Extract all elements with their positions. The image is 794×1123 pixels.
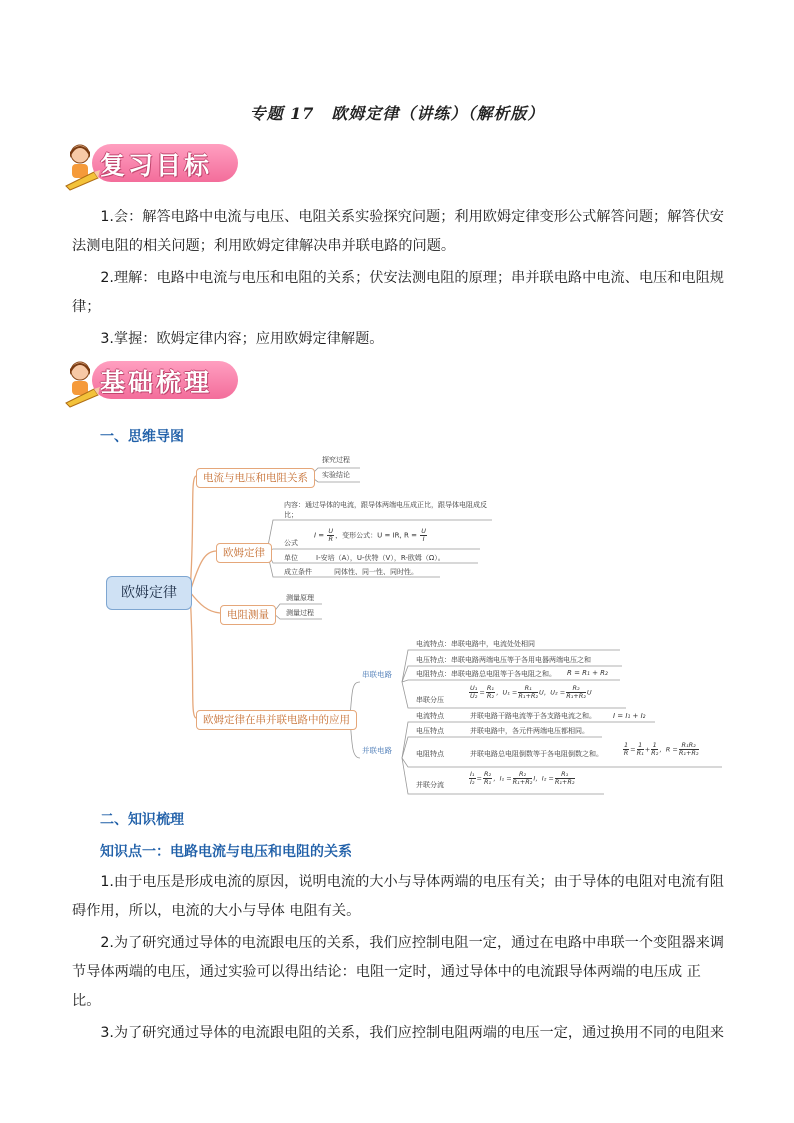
parallel-voltage-label: 电压特点 — [416, 727, 444, 735]
unit-text: I-安培（A），U-伏特（V），R-欧姆（Ω）。 — [316, 554, 445, 562]
branch-resistance-measure: 电阻测量 — [220, 605, 276, 625]
parallel-current: 并联电路干路电流等于各支路电流之和。 — [470, 712, 596, 720]
ohms-law-content: 内容：通过导体的电流，跟导体两端电压成正比，跟导体电阻成反比； — [284, 501, 487, 519]
knowledge-point-title: 知识点一：电路电流与电压和电阻的关系 — [100, 844, 352, 860]
leaf-measure-process: 测量过程 — [286, 609, 314, 617]
mind-map-root: 欧姆定律 — [106, 576, 192, 610]
section-heading: 二、知识梳理 — [100, 812, 184, 828]
page-title: 专题 17 欧姆定律（讲练）（解析版） — [249, 104, 545, 123]
banner-label: 复习目标 — [100, 151, 213, 180]
unit-label: 单位 — [284, 554, 298, 562]
series-divide-label: 串联分压 — [416, 696, 444, 704]
series-divide-formula: $\frac{\text{U₁}}{\text{U₂}}$ = $\frac{\text{R₁}}{\text{R₂}}$ ，U₁ = $\frac{\text{R₁}}{\text{R₁+R₂}}$ U，U₂ = $\frac{\text{R₂}}{\text{R₁+R₂}}$ U — [470, 684, 592, 700]
parallel-current-formula: I = I₁ + I₂ — [613, 712, 646, 720]
formula-label: 公式 — [284, 539, 298, 547]
leaf-conclusion: 实验结论 — [322, 471, 350, 479]
knowledge-section — [72, 868, 726, 1048]
parallel-divide-formula: $\frac{\text{I₁}}{\text{I₂}}$ = $\frac{\text{R₂}}{\text{R₁}}$ ，I₁ = $\frac{\text{R₂}}{\text{R₁+R₂}}$ I，I₂ = $\frac{\text{R₁}}{\text{R₁+R₂}}$ — [470, 770, 575, 786]
knowledge-item: 1.由于电压是形成电流的原因，说明电流的大小与导体两端的电压有关；由于导体的电阻对电流有阻碍作用，所以，电流的大小与导体 电阻有关。 — [72, 874, 724, 919]
banner-label: 基础梳理 — [100, 368, 213, 397]
parallel-resistance-label: 电阻特点 — [416, 750, 444, 758]
branch-current-relation: 电流与电压和电阻关系 — [196, 468, 315, 488]
knowledge-item: 3.为了研究通过导体的电流跟电阻的关系，我们应控制电阻两端的电压一定，通过换用不同的电阻来 — [100, 1025, 724, 1041]
goal-item: 3.掌握：欧姆定律内容；应用欧姆定律解题。 — [100, 331, 384, 347]
knowledge-item: 2.为了研究通过导体的电流跟电压的关系，我们应控制电阻一定，通过在电路中串联一个变阻器来调节导体两端的电压，通过实验可以得出结论：电阻一定时，通过导体中的电流跟导体两端的电压成 正比。 — [72, 935, 724, 1009]
ohms-law-formula: I = $\frac{U}{R}$ ，变形公式：U = IR, R = $\frac{U}{I}$ — [314, 527, 426, 543]
parallel-divide-label: 并联分流 — [416, 781, 444, 789]
series-resistance: 电阻特点：串联电路总电阻等于各电阻之和。 — [416, 670, 556, 678]
series-voltage: 电压特点：串联电路两端电压等于各用电器两端电压之和 — [416, 656, 591, 664]
formula-variant: 变形公式：U = IR, R = — [342, 531, 417, 540]
parallel-resistance-formula: $\frac{1}{R}$ = $\frac{1}{\text{R₁}}$ + $\frac{1}{\text{R₂}}$ ，R = $\frac{\text{R₁R₂}}{\text{R₁+R₂}}$ — [623, 741, 699, 757]
series-current: 电流特点：串联电路中，电流处处相同 — [416, 640, 535, 648]
parallel-current-label: 电流特点 — [416, 712, 444, 720]
series-resistance-formula: R = R₁ + R₂ — [567, 669, 608, 677]
parallel-voltage: 并联电路中，各元件两端电压都相同。 — [470, 727, 589, 735]
section-heading: 一、思维导图 — [100, 429, 184, 445]
leaf-explore-process: 探究过程 — [322, 456, 350, 464]
branch-series-parallel: 欧姆定律在串并联电路中的应用 — [196, 710, 357, 730]
branch-ohms-law: 欧姆定律 — [216, 543, 272, 563]
condition-text: 同体性、同一性、同时性。 — [334, 568, 418, 576]
parallel-circuit-label: 并联电路 — [362, 746, 392, 755]
goal-item: 1.会：解答电路中电流与电压、电阻关系实验探究问题；利用欧姆定律变形公式解答问题；解答伏安法测电阻的相关问题；利用欧姆定律解决串并联电路的问题。 — [72, 209, 724, 254]
goal-item: 2.理解：电路中电流与电压和电阻的关系；伏安法测电阻的原理；串并联电路中电流、电压和电阻规律； — [72, 270, 724, 315]
leaf-measure-principle: 测量原理 — [286, 594, 314, 602]
series-circuit-label: 串联电路 — [362, 670, 392, 679]
condition-label: 成立条件 — [284, 568, 312, 576]
parallel-resistance: 并联电路总电阻倒数等于各电阻倒数之和。 — [470, 750, 603, 758]
